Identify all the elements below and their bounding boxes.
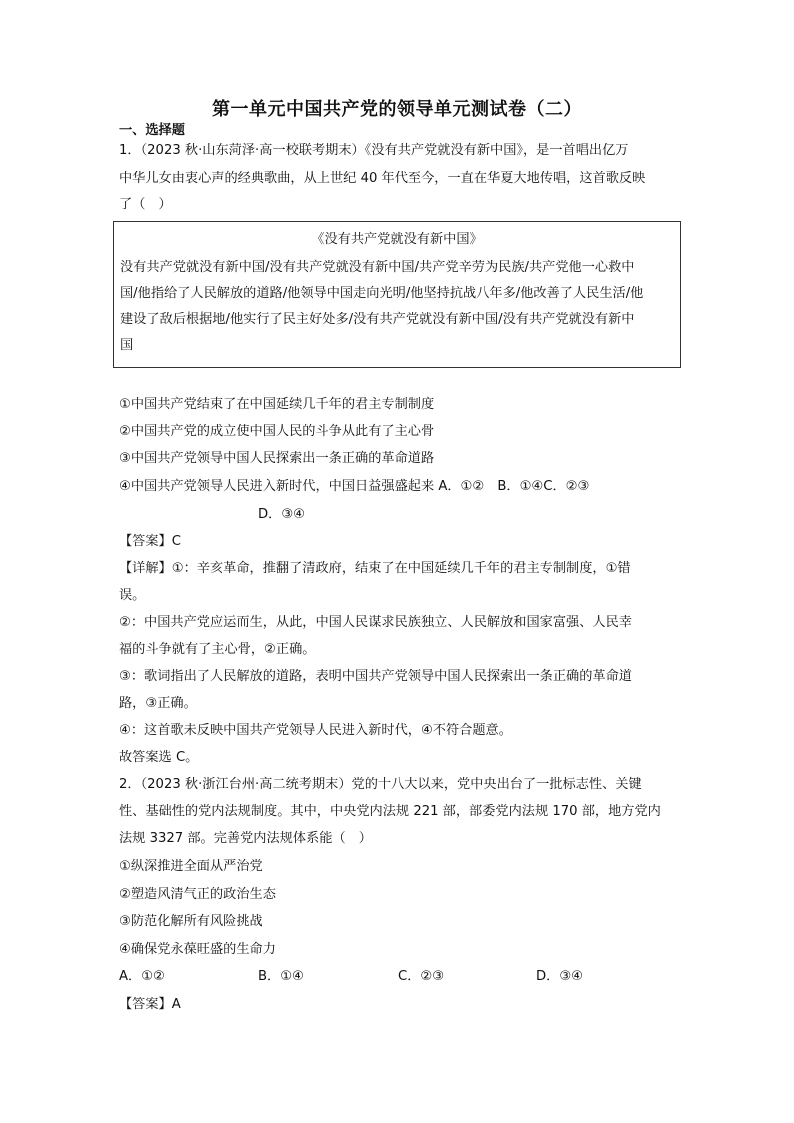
lyrics-line: 国/他指给了人民解放的道路/他领导中国走向光明/他坚持抗战八年多/他改善了人民生活/他 bbox=[120, 286, 644, 301]
q2-option-c: C．②③ bbox=[398, 969, 445, 984]
lyrics-box bbox=[113, 221, 681, 368]
q2-item: ④确保党永葆旺盛的生命力 bbox=[119, 942, 276, 957]
q1-detail-line: ②：中国共产党应运而生，从此，中国人民谋求民族独立、人民解放和国家富强、人民幸 bbox=[119, 615, 632, 630]
q1-item: ②中国共产党的成立使中国人民的斗争从此有了主心骨 bbox=[119, 424, 435, 439]
q2-option-a: A．①② bbox=[119, 969, 165, 984]
q1-option-d: D．③④ bbox=[258, 507, 305, 522]
q1-detail-line: 福的斗争就有了主心骨，②正确。 bbox=[119, 642, 316, 657]
lyrics-line: 没有共产党就没有新中国/没有共产党就没有新中国/共产党辛劳为民族/共产党他一心救中 bbox=[120, 260, 635, 275]
q1-detail-line: 路，③正确。 bbox=[119, 696, 197, 711]
q2-item: ①纵深推进全面从严治党 bbox=[119, 859, 263, 874]
lyrics-title: 《没有共产党就没有新中国》 bbox=[311, 232, 483, 247]
q2-stem-line: 法规 3327 部。完善党内法规体系能（ ） bbox=[119, 831, 372, 846]
page-title: 第一单元中国共产党的领导单元测试卷（二） bbox=[212, 99, 582, 120]
q2-stem-line: 2．（2023 秋·浙江台州·高二统考期末）党的十八大以来，党中央出台了一批标志性、关键 bbox=[119, 777, 642, 792]
q1-stem-line: 1．（2023 秋·山东菏泽·高一校联考期末）《没有共产党就没有新中国》，是一首唱出亿万 bbox=[119, 143, 629, 158]
q1-detail-line: ④：这首歌未反映中国共产党领导人民进入新时代，④不符合题意。 bbox=[119, 723, 512, 738]
q2-stem-line: 性、基础性的党内法规制度。其中，中央党内法规 221 部，部委党内法规 170 部，地方党内 bbox=[119, 804, 661, 819]
q2-answer: 【答案】A bbox=[119, 997, 181, 1012]
section-heading: 一、选择题 bbox=[119, 123, 185, 138]
q1-stem-line: 中华儿女由衷心声的经典歌曲，从上世纪 40 年代至今，一直在华夏大地传唱，这首歌反映 bbox=[119, 171, 646, 186]
q2-item: ③防范化解所有风险挑战 bbox=[119, 914, 263, 929]
q1-item: ④中国共产党领导人民进入新时代，中国日益强盛起来 A．①② B．①④C．②③ bbox=[119, 479, 590, 494]
lyrics-line: 国 bbox=[120, 338, 134, 353]
q1-detail-line: ③：歌词指出了人民解放的道路，表明中国共产党领导中国人民探索出一条正确的革命道 bbox=[119, 669, 632, 684]
q1-detail-line: 【详解】①：辛亥革命，推翻了清政府，结束了在中国延续几千年的君主专制制度，①错 bbox=[119, 561, 631, 576]
q1-answer: 【答案】C bbox=[119, 534, 181, 549]
q1-item: ③中国共产党领导中国人民探索出一条正确的革命道路 bbox=[119, 451, 435, 466]
q2-item: ②塑造风清气正的政治生态 bbox=[119, 887, 276, 902]
lyrics-line: 建设了敌后根据地/他实行了民主好处多/没有共产党就没有新中国/没有共产党就没有新中 bbox=[120, 312, 635, 327]
q2-option-b: B．①④ bbox=[258, 969, 304, 984]
q1-detail-line: 故答案选 C。 bbox=[119, 750, 199, 765]
q2-option-d: D．③④ bbox=[536, 969, 583, 984]
q1-item: ①中国共产党结束了在中国延续几千年的君主专制制度 bbox=[119, 397, 435, 412]
q1-detail-line: 误。 bbox=[119, 588, 146, 603]
q1-stem-line: 了（ ） bbox=[119, 197, 172, 212]
